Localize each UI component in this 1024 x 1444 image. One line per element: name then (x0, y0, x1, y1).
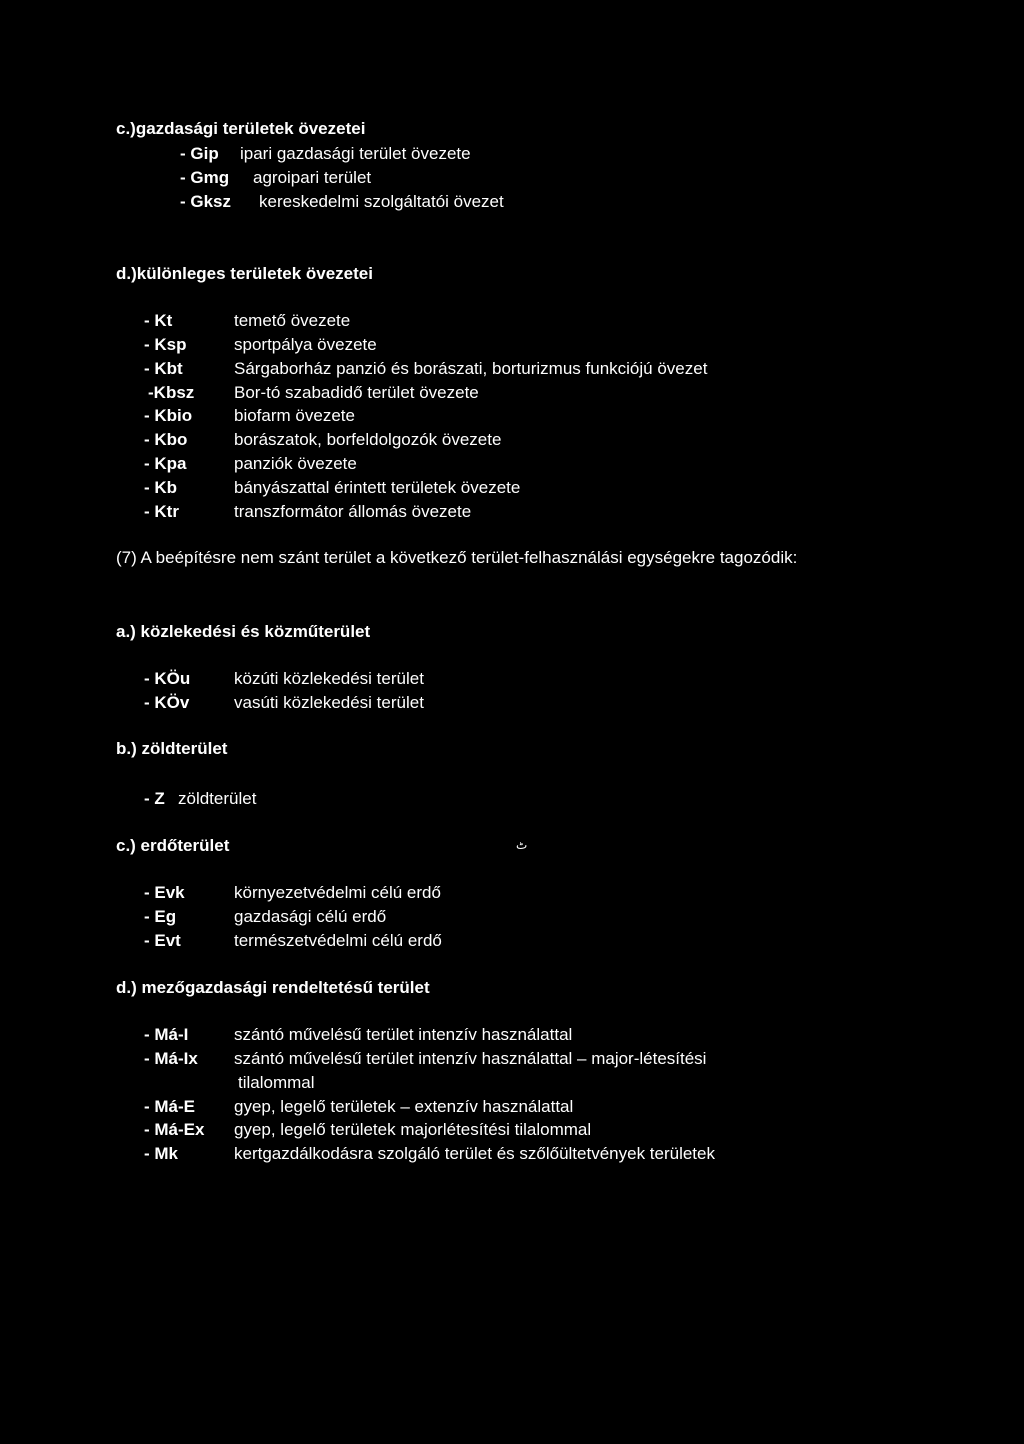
zone-code-ma-i: - Má-I (144, 1025, 189, 1044)
zone-desc-ma-i: szántó művelésű terület intenzív használattal (234, 1025, 573, 1044)
zone-code-kbt: - Kbt (144, 359, 183, 378)
zone-code-kbo: - Kbo (144, 430, 188, 449)
zone-desc-kbio: biofarm övezete (234, 406, 355, 425)
zone-desc-gksz: kereskedelmi szolgáltatói övezet (259, 192, 504, 211)
zone-desc-mk: kertgazdálkodásra szolgáló terület és szőlőültetvények területek (234, 1144, 715, 1163)
zone-desc-kbsz: Bor-tó szabadidő terület övezete (234, 383, 479, 402)
zone-desc-kt: temető övezete (234, 311, 351, 330)
zone-desc-ma-ix-cont: tilalommal (238, 1073, 315, 1092)
zone-desc-ktr: transzformátor állomás övezete (234, 502, 472, 521)
zone-code-kb: - Kb (144, 478, 178, 497)
zone-desc-gmg: agroipari terület (253, 168, 372, 187)
zone-code-ma-e: - Má-E (144, 1097, 195, 1116)
stray-mark: ٹ (516, 838, 528, 852)
zone-code-evt: - Evt (144, 931, 181, 950)
zone-code-eg: - Eg (144, 907, 177, 926)
zone-code-ma-ex: - Má-Ex (144, 1120, 205, 1139)
zone-code-gip: - Gip (180, 144, 219, 163)
zone-desc-evt: természetvédelmi célú erdő (234, 931, 442, 950)
zone-desc-ma-e: gyep, legelő területek – extenzív használattal (234, 1097, 574, 1116)
zone-desc-evk: környezetvédelmi célú erdő (234, 883, 441, 902)
zone-desc-ma-ix: szántó művelésű terület intenzív használattal – major-létesítési (234, 1049, 707, 1068)
zone-desc-eg: gazdasági célú erdő (234, 907, 387, 926)
zone-code-evk: - Evk (144, 883, 185, 902)
zone-code-kou: - KÖu (144, 669, 191, 688)
zone-desc-z: zöldterület (178, 789, 257, 808)
part-d-heading: d.) mezőgazdasági rendeltetésű terület (116, 978, 430, 997)
part-b-heading: b.) zöldterület (116, 739, 228, 758)
section-c-heading: c.)gazdasági területek övezetei (116, 119, 366, 138)
zone-desc-gip: ipari gazdasági terület övezete (240, 144, 471, 163)
zone-desc-kov: vasúti közlekedési terület (234, 693, 424, 712)
zone-desc-kbo: borászatok, borfeldolgozók övezete (234, 430, 502, 449)
part-c-heading: c.) erdőterület (116, 836, 230, 855)
zone-code-ktr: - Ktr (144, 502, 179, 521)
section-d-heading: d.)különleges területek övezetei (116, 264, 373, 283)
zone-desc-kb: bányászattal érintett területek övezete (234, 478, 521, 497)
zone-code-ksp: - Ksp (144, 335, 187, 354)
zone-code-z: - Z (144, 789, 165, 808)
zone-code-gmg: - Gmg (180, 168, 230, 187)
paragraph-7: (7) A beépítésre nem szánt terület a következő terület-felhasználási egységekre tagozódik: (116, 548, 798, 567)
zone-code-gksz: - Gksz (180, 192, 232, 211)
zone-code-kbsz: -Kbsz (148, 383, 195, 402)
zone-code-kbio: - Kbio (144, 406, 193, 425)
zone-code-kov: - KÖv (144, 693, 190, 712)
zone-desc-ma-ex: gyep, legelő területek majorlétesítési tilalommal (234, 1120, 592, 1139)
part-a-heading: a.) közlekedési és közműterület (116, 622, 371, 641)
zone-code-mk: - Mk (144, 1144, 178, 1163)
zone-desc-kbt: Sárgaborház panzió és borászati, borturizmus funkciójú övezet (234, 359, 708, 378)
zone-desc-ksp: sportpálya övezete (234, 335, 377, 354)
zone-code-kt: - Kt (144, 311, 173, 330)
zone-code-ma-ix: - Má-Ix (144, 1049, 198, 1068)
zone-code-kpa: - Kpa (144, 454, 187, 473)
zone-desc-kpa: panziók övezete (234, 454, 357, 473)
zone-desc-kou: közúti közlekedési terület (234, 669, 424, 688)
